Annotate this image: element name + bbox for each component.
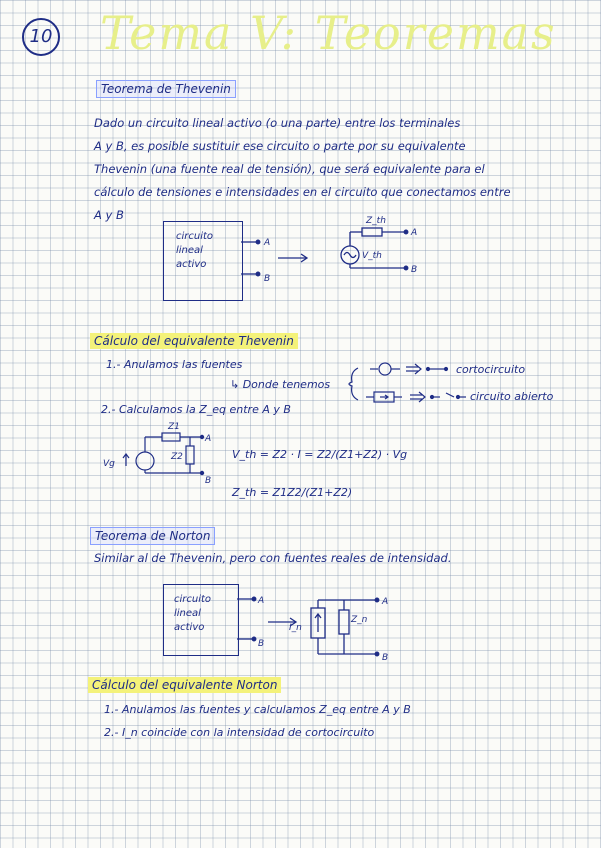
norton-eq-terminal-b: B — [382, 653, 389, 663]
calc-norton-step-2: 2.- I_n coincide con la intensidad de cortocircuito — [104, 726, 375, 739]
thevenin-line-5: A y B — [94, 208, 124, 222]
norton-box-line-3: activo — [174, 622, 205, 633]
divider-terminal-b: B — [205, 476, 212, 486]
open-circuit-label: circuito abierto — [470, 390, 554, 403]
thevenin-line-2: A y B, es posible sustituir ese circuito o parte por su equivalente — [94, 139, 466, 153]
calc-norton-heading: Cálculo del equivalente Norton — [88, 677, 281, 693]
norton-heading: Teorema de Norton — [90, 527, 215, 545]
z1-label: Z1 — [168, 422, 180, 432]
box-line-2: lineal — [176, 245, 203, 256]
zth-equation: Z_th = Z1Z2/(Z1+Z2) — [232, 486, 353, 499]
vth-equation: V_th = Z2 · I = Z2/(Z1+Z2) · Vg — [232, 448, 408, 461]
vg-label: Vg — [103, 459, 115, 469]
calc-thevenin-heading: Cálculo del equivalente Thevenin — [90, 333, 298, 349]
divider-terminal-a: A — [205, 434, 212, 444]
norton-terminal-b: B — [258, 639, 265, 649]
eq-terminal-a: A — [411, 228, 418, 238]
thevenin-heading: Teorema de Thevenin — [96, 80, 236, 98]
calc-step-2: 2.- Calculamos la Z_eq entre A y B — [101, 403, 291, 416]
norton-box-line-1: circuito — [174, 594, 212, 605]
short-circuit-label: cortocircuito — [456, 363, 526, 376]
page-number: 10 — [22, 18, 60, 56]
norton-text: Similar al de Thevenin, pero con fuentes reales de intensidad. — [94, 551, 452, 565]
zn-label: Z_n — [351, 615, 368, 625]
in-label: I_n — [289, 623, 302, 633]
norton-eq-terminal-a: A — [382, 597, 389, 607]
page-title: Tema V: Teoremas — [100, 6, 557, 60]
zth-label: Z_th — [366, 216, 386, 226]
calc-step-1: 1.- Anulamos las fuentes — [106, 358, 243, 371]
eq-terminal-b: B — [411, 265, 418, 275]
norton-box-line-2: lineal — [174, 608, 201, 619]
thevenin-line-1: Dado un circuito lineal activo (o una parte) entre los terminales — [94, 116, 461, 130]
calc-norton-step-1: 1.- Anulamos las fuentes y calculamos Z_eq entre A y B — [104, 703, 411, 716]
thevenin-line-4: cálculo de tensiones e intensidades en el circuito que conectamos entre — [94, 185, 511, 199]
box-line-3: activo — [176, 259, 207, 270]
calc-step-1-sub: ↳ Donde tenemos — [230, 378, 331, 391]
thevenin-terminal-a: A — [264, 238, 271, 248]
thevenin-terminal-b: B — [264, 274, 271, 284]
box-line-1: circuito — [176, 231, 214, 242]
vth-label: V_th — [362, 251, 382, 261]
norton-terminal-a: A — [258, 596, 265, 606]
thevenin-line-3: Thevenin (una fuente real de tensión), que será equivalente para el — [94, 162, 485, 176]
z2-label: Z2 — [171, 452, 183, 462]
